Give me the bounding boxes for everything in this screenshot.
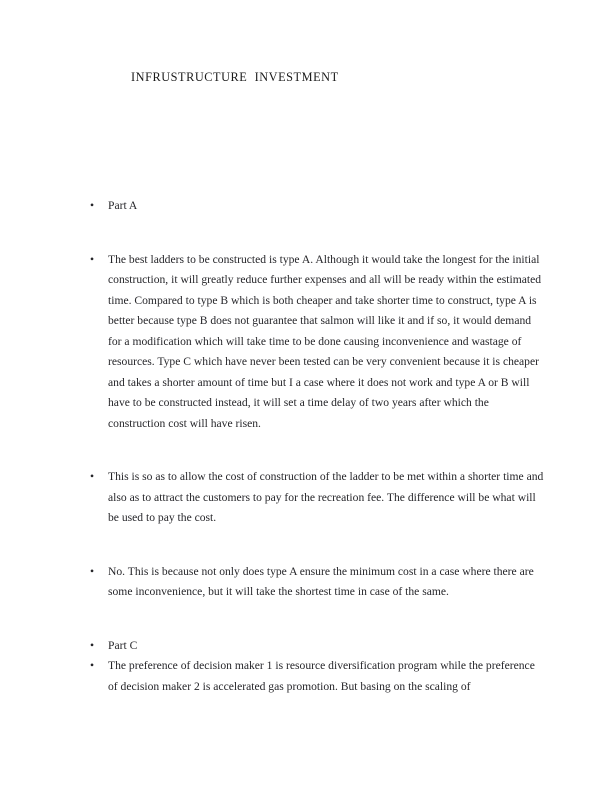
list-item	[86, 250, 546, 435]
bullet-icon: •	[90, 470, 95, 483]
list-item-text: The preference of decision maker 1 is resource diversification program while the preference of decision maker 2 is accelerated gas promotion. But basing on the scaling of	[108, 659, 535, 693]
list-item-text: This is so as to allow the cost of construction of the ladder to be met within a shorter time and also as to attract the customers to pay for the recreation fee. The difference will be what will be used to pay the cost.	[108, 470, 544, 524]
list-item	[86, 467, 546, 529]
bullet-icon: •	[90, 199, 95, 212]
list-item	[86, 196, 546, 217]
document-body-list	[86, 196, 546, 697]
page-title: INFRUSTRUCTURE INVESTMENT	[131, 70, 339, 84]
list-item	[86, 562, 546, 603]
bullet-icon: •	[90, 252, 95, 266]
list-item	[86, 656, 546, 697]
list-item	[86, 636, 546, 657]
bullet-icon: •	[90, 564, 95, 578]
list-item-text: Part A	[108, 199, 138, 212]
list-item-text: No. This is because not only does type A ensure the minimum cost in a case where there are some inconvenience, but it will take the shortest time in case of the same.	[108, 564, 534, 598]
list-item-text: Part C	[108, 638, 138, 652]
list-item-text: The best ladders to be constructed is type A. Although it would take the longest for the initial construction, it will greatly reduce further expenses and all will be ready within the estimated time. Compared to type B which is both cheaper and take shorter time to construct, type A is better because type B does not guarantee that salmon will like it and if so, it would demand for a modification which will take time to be done causing inconvenience and wastage of resources. Type C which have never been tested can be very convenient because it is cheaper and takes a shorter amount of time but I a case where it does not work and type A or B will have to be constructed instead, it will set a time delay of two years after which the construction cost will have risen.	[108, 252, 542, 430]
bullet-icon: •	[90, 659, 95, 672]
bullet-icon: •	[90, 638, 95, 652]
